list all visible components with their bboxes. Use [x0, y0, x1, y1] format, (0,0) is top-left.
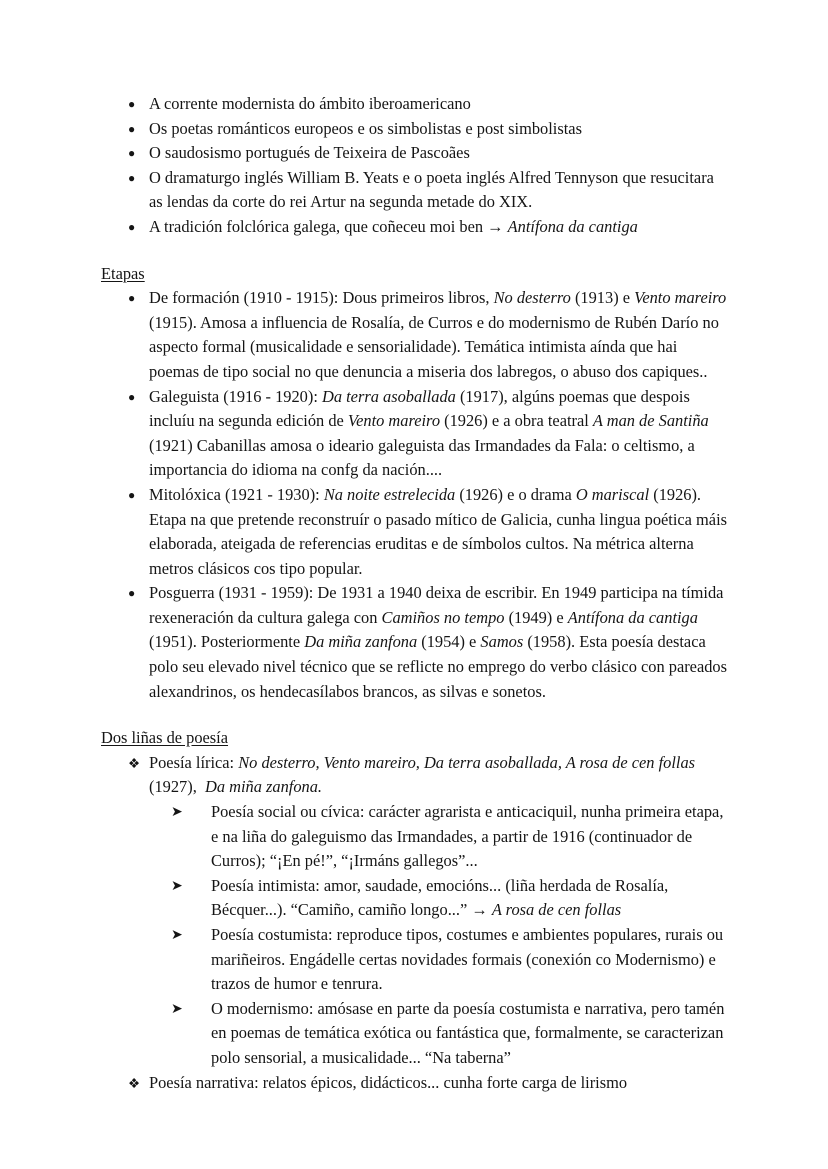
bullet-dot-icon: ●	[128, 146, 136, 161]
poesia-lirica-sublist	[149, 800, 728, 1071]
bullet-arrow-icon: ➤	[171, 805, 183, 821]
list-item	[171, 997, 728, 1071]
bullet-arrow-icon: ➤	[171, 928, 183, 943]
list-item	[171, 874, 728, 923]
list-item	[101, 117, 728, 142]
list-item	[101, 141, 728, 166]
list-item-text: Os poetas románticos europeos e os simbolistas e post simbolistas	[149, 118, 582, 138]
section-heading-etapas: Etapas	[101, 263, 145, 283]
list-item-text: Posguerra (1931 - 1959): De 1931 a 1940 deixa de escribir. En 1949 participa na tímida rexeneración da cultura galega con Camiños no tempo (1949) e Antífona da cantiga (1951). Posteriormente Da miña zanfona (1954) e Samos (1958). Esta poesía destaca polo seu elevado nivel técnico que se reflicte no emprego do verbo clásico con pareados alexandrinos, os hendecasílabos brancos, as silvas e sonetos.	[149, 583, 728, 701]
list-item-text: Poesía intimista: amor, saudade, emocións... (liña herdada de Rosalía, Bécquer...). “Camiño, camiño longo...” → A rosa de cen follas	[211, 875, 669, 920]
list-item	[171, 800, 728, 874]
bullet-arrow-icon: ➤	[171, 1001, 183, 1017]
list-item	[101, 92, 728, 117]
list-item-text: De formación (1910 - 1915): Dous primeiros libros, No desterro (1913) e Vento mareiro (1915). Amosa a influencia de Rosalía, de Curros e do modernismo de Rubén Darío no aspecto formal (musicalidade e sensorialidade). Temática intimista aínda que hai poemas de tipo social no que denuncia a miseria dos labregos, o abuso dos capiques..	[149, 288, 727, 381]
bullet-dot-icon: ●	[128, 487, 136, 502]
bullet-diamond-icon: ❖	[128, 1075, 141, 1091]
bullet-dot-icon: ●	[128, 170, 136, 185]
list-item	[171, 923, 728, 997]
bullet-dot-icon: ●	[128, 97, 136, 111]
intro-bullet-list	[101, 92, 728, 240]
section-spacer	[101, 704, 728, 726]
bullet-dot-icon: ●	[128, 586, 136, 601]
section-heading-dos-linas: Dos liñas de poesía	[101, 728, 229, 748]
list-item	[101, 215, 728, 240]
list-item-text: O modernismo: amósase en parte da poesía costumista e narrativa, pero tamén en poemas de temática exótica ou fantástica que, formalmente, se caracterizan polo sensorial, a musicalidade... “Na taberna”	[211, 998, 725, 1067]
bullet-diamond-icon: ❖	[128, 755, 141, 771]
bullet-dot-icon: ●	[128, 389, 136, 404]
etapas-list	[101, 286, 728, 704]
list-item-poesia-lirica	[101, 751, 728, 1071]
list-item-text: A tradición folclórica galega, que coñeceu moi ben → Antífona da cantiga	[149, 216, 638, 236]
bullet-dot-icon: ●	[128, 121, 136, 136]
section-spacer	[101, 240, 728, 262]
list-item-text: Poesía narrativa: relatos épicos, didácticos... cunha forte carga de lirismo	[149, 1072, 628, 1092]
list-item-text: A corrente modernista do ámbito iberoamericano	[149, 94, 471, 113]
bullet-dot-icon: ●	[128, 291, 136, 306]
list-item-text: Mitolóxica (1921 - 1930): Na noite estrelecida (1926) e o drama O mariscal (1926). Etapa na que pretende reconstruír o pasado mítico de Galicia, cunha lingua poética máis elaborada, ateigada de referencias eruditas e de símbolos cultos. Na métrica alterna metros clásicos cos tipo popular.	[149, 484, 728, 578]
list-item-text: Poesía lírica: No desterro, Vento mareiro, Da terra asoballada, A rosa de cen follas (1927), Da miña zanfona.	[149, 752, 696, 797]
dos-linas-list	[101, 751, 728, 1095]
list-item	[101, 581, 728, 704]
list-item	[101, 483, 728, 581]
list-item-text: O dramaturgo inglés William B. Yeats e o poeta inglés Alfred Tennyson que resucitara as lendas da corte do rei Artur na segunda metade do XIX.	[149, 167, 714, 212]
list-item-text: Galeguista (1916 - 1920): Da terra asoballada (1917), algúns poemas que despois incluíu na segunda edición de Vento mareiro (1926) e a obra teatral A man de Santiña (1921) Cabanillas amosa o ideario galeguista das Irmandades da Fala: o celtismo, a importancia do idioma na confg da nación....	[149, 386, 709, 480]
bullet-dot-icon: ●	[128, 219, 136, 234]
list-item	[101, 286, 728, 384]
list-item	[101, 385, 728, 483]
list-item-text: Poesía costumista: reproduce tipos, costumes e ambientes populares, rurais ou mariñeiros. Engádelle certas novidades formais (conexión co Modernismo) e trazos de humor e tenrura.	[211, 925, 724, 994]
bullet-arrow-icon: ➤	[171, 878, 183, 894]
list-item	[101, 166, 728, 215]
list-item-text: O saudosismo portugués de Teixeira de Pascoães	[149, 143, 470, 163]
list-item-text: Poesía social ou cívica: carácter agrarista e anticaciquil, nunha primeira etapa, e na liña do galeguismo das Irmandades, a partir de 1916 (continuador de Curros); “¡En pé!”, “¡Irmáns gallegos”...	[211, 802, 724, 871]
list-item-poesia-narrativa	[101, 1071, 728, 1096]
